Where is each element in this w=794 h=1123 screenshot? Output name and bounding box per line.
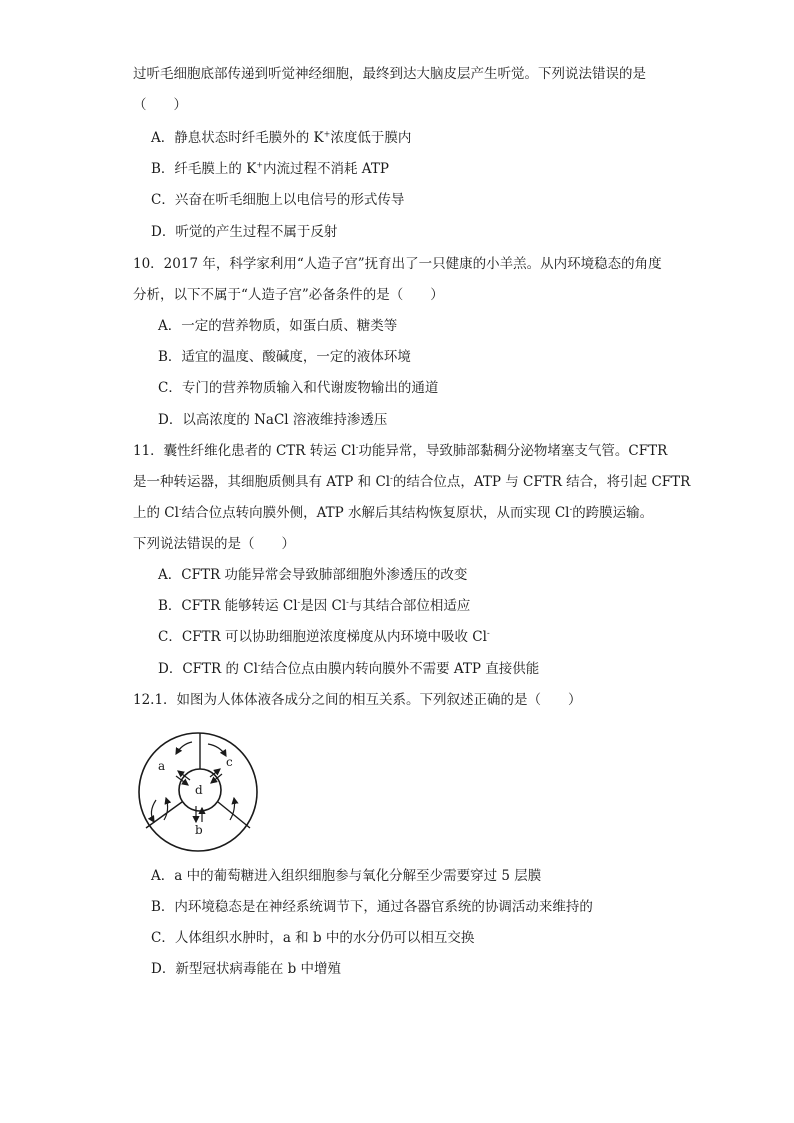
q12-option-c: C．人体组织水肿时，a 和 b 中的水分仍可以相互交换 [151, 930, 475, 946]
q10-stem-line2: 分析，以下不属于“人造子宫”必备条件的是（ ） [133, 287, 444, 303]
body-fluid-diagram-svg [136, 730, 260, 854]
q10-option-a: A．一定的营养物质，如蛋白质、糖类等 [158, 318, 398, 334]
label-c: c [226, 755, 233, 769]
q9-option-a: A．静息状态时纤毛膜外的 K+浓度低于膜内 [151, 129, 412, 146]
q11-stem-line3: 上的 Cl-结合位点转向膜外侧，ATP 水解后其结构恢复原状，从而实现 Cl-的跨膜运输。 [133, 504, 654, 521]
q9-option-b: B．纤毛膜上的 K+内流过程不消耗 ATP [151, 160, 389, 177]
q9-stem-continuation: 过听毛细胞底部传递到听觉神经细胞，最终到达大脑皮层产生听觉。下列说法错误的是 [133, 66, 646, 82]
arrow-lower-left-1 [151, 800, 156, 822]
q12-stem: 12.1．如图为人体体液各成分之间的相互关系。下列叙述正确的是（ ） [133, 692, 582, 708]
arrow-top-right [208, 744, 226, 756]
label-d: d [195, 783, 203, 797]
q10-option-c: C．专门的营养物质输入和代谢废物输出的通道 [158, 380, 439, 396]
q12-option-b: B．内环境稳态是在神经系统调节下，通过各器官系统的协调活动来维持的 [151, 899, 593, 915]
q11-option-a: A．CFTR 功能异常会导致肺部细胞外渗透压的改变 [158, 567, 468, 583]
body-fluid-diagram [136, 730, 260, 854]
q11-option-b: B．CFTR 能够转运 Cl-是因 Cl-与其结合部位相适应 [158, 597, 471, 614]
q12-option-d: D．新型冠状病毒能在 b 中增殖 [151, 961, 342, 977]
q10-option-d: D．以高浓度的 NaCl 溶液维持渗透压 [158, 412, 388, 428]
arrow-top-left [176, 742, 192, 754]
q11-option-c: C．CFTR 可以协助细胞逆浓度梯度从内环境中吸收 Cl- [158, 628, 490, 645]
q9-option-d: D．听觉的产生过程不属于反射 [151, 224, 338, 240]
q10-option-b: B．适宜的温度、酸碱度，一定的液体环境 [158, 349, 411, 365]
q9-answer-paren: （ ） [133, 97, 187, 113]
q11-stem-line1: 11．囊性纤维化患者的 CTR 转运 Cl-功能异常，导致肺部黏稠分泌物堵塞支气管。CFTR [133, 442, 668, 459]
q11-stem-line2: 是一种转运器，其细胞质侧具有 ATP 和 Cl-的结合位点，ATP 与 CFTR 结合，将引起 CFTR [133, 473, 691, 490]
arrow-lower-right [230, 798, 235, 820]
label-b: b [195, 823, 203, 837]
label-a: a [158, 759, 166, 773]
q11-stem-line4: 下列说法错误的是（ ） [133, 536, 295, 552]
q12-option-a: A．a 中的葡萄糖进入组织细胞参与氧化分解至少需要穿过 5 层膜 [151, 868, 542, 884]
q9-option-c: C．兴奋在听毛细胞上以电信号的形式传导 [151, 192, 405, 208]
q11-option-d: D．CFTR 的 Cl-结合位点由膜内转向膜外不需要 ATP 直接供能 [158, 660, 540, 677]
arrow-lower-left-2 [164, 798, 168, 820]
q10-stem-line1: 10．2017 年，科学家利用“人造子宫”抚育出了一只健康的小羊羔。从内环境稳态的角度 [133, 256, 662, 272]
